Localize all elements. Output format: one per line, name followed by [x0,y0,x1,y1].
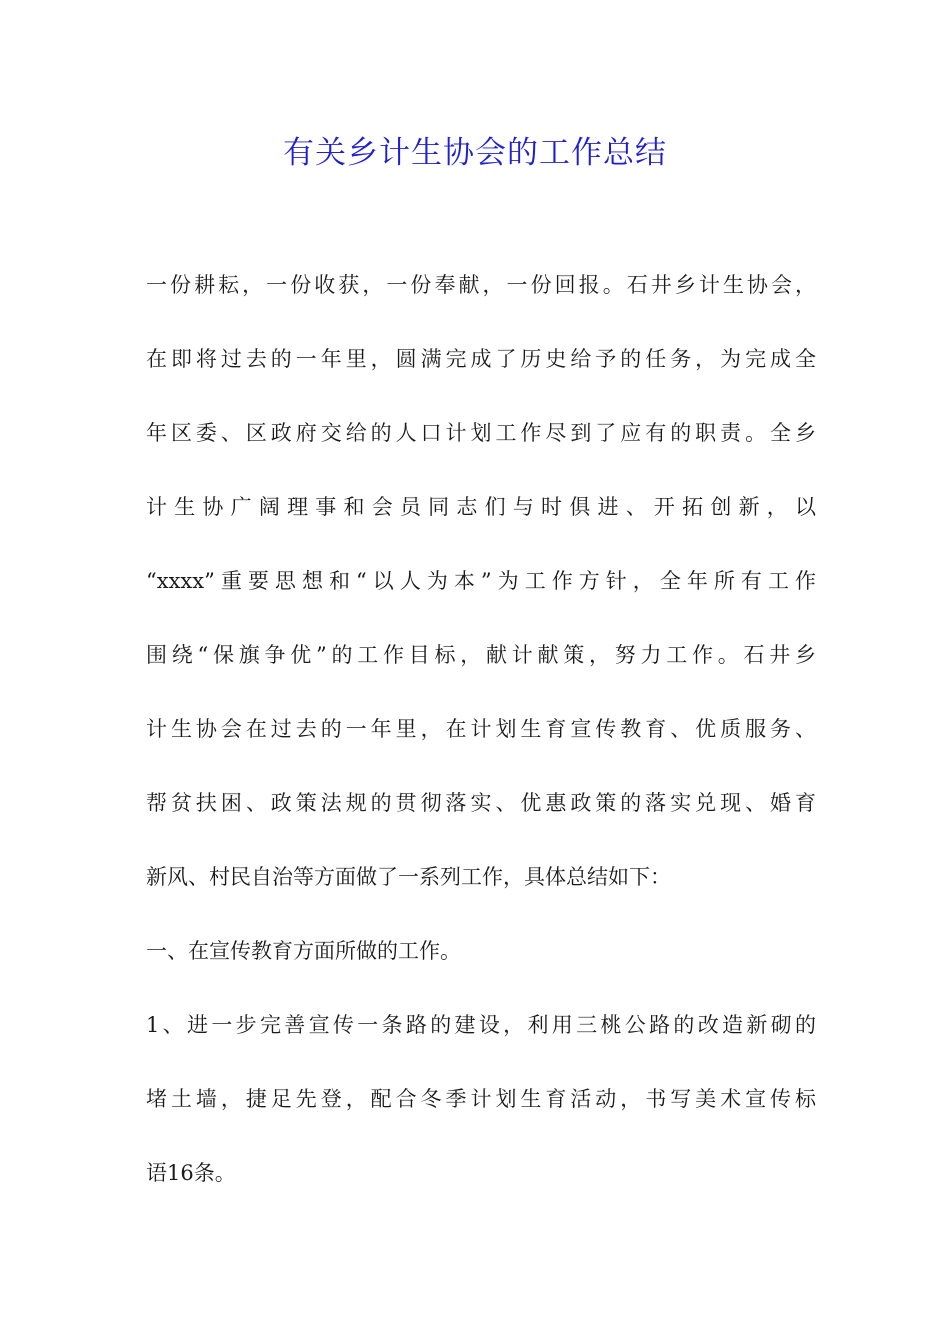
section-heading: 一、在宣传教育方面所做的工作。 [146,939,461,963]
paragraph-line: 帮贫扶困、政策法规的贯彻落实、优惠政策的落实兑现、婚育 [146,791,816,815]
document-body [146,262,816,1224]
paragraph-line: 1、进一步完善宣传一条路的建设，利用三桃公路的改造新砌的 [146,1013,816,1037]
paragraph-line: 堵土墙，捷足先登，配合冬季计划生育活动，书写美术宣传标 [146,1087,816,1111]
paragraph-line: 围绕“保旗争优”的工作目标，献计献策，努力工作。石井乡 [146,643,816,667]
paragraph-line: 语16条。 [146,1161,236,1185]
paragraph-line: 新风、村民自治等方面做了一系列工作，具体总结如下： [146,865,671,889]
paragraph-line: “xxxx”重要思想和“以人为本”为工作方针，全年所有工作 [146,569,816,593]
document-title: 有关乡计生协会的工作总结 [283,135,667,171]
paragraph-line: 计生协会在过去的一年里，在计划生育宣传教育、优质服务、 [146,717,816,741]
paragraph-line: 在即将过去的一年里，圆满完成了历史给予的任务，为完成全 [146,347,816,371]
paragraph-line: 年区委、区政府交给的人口计划工作尽到了应有的职责。全乡 [146,421,816,445]
paragraph-line: 计生协广阔理事和会员同志们与时俱进、开拓创新，以 [146,495,816,519]
paragraph-line: 一份耕耘，一份收获，一份奉献，一份回报。石井乡计生协会， [146,273,816,297]
